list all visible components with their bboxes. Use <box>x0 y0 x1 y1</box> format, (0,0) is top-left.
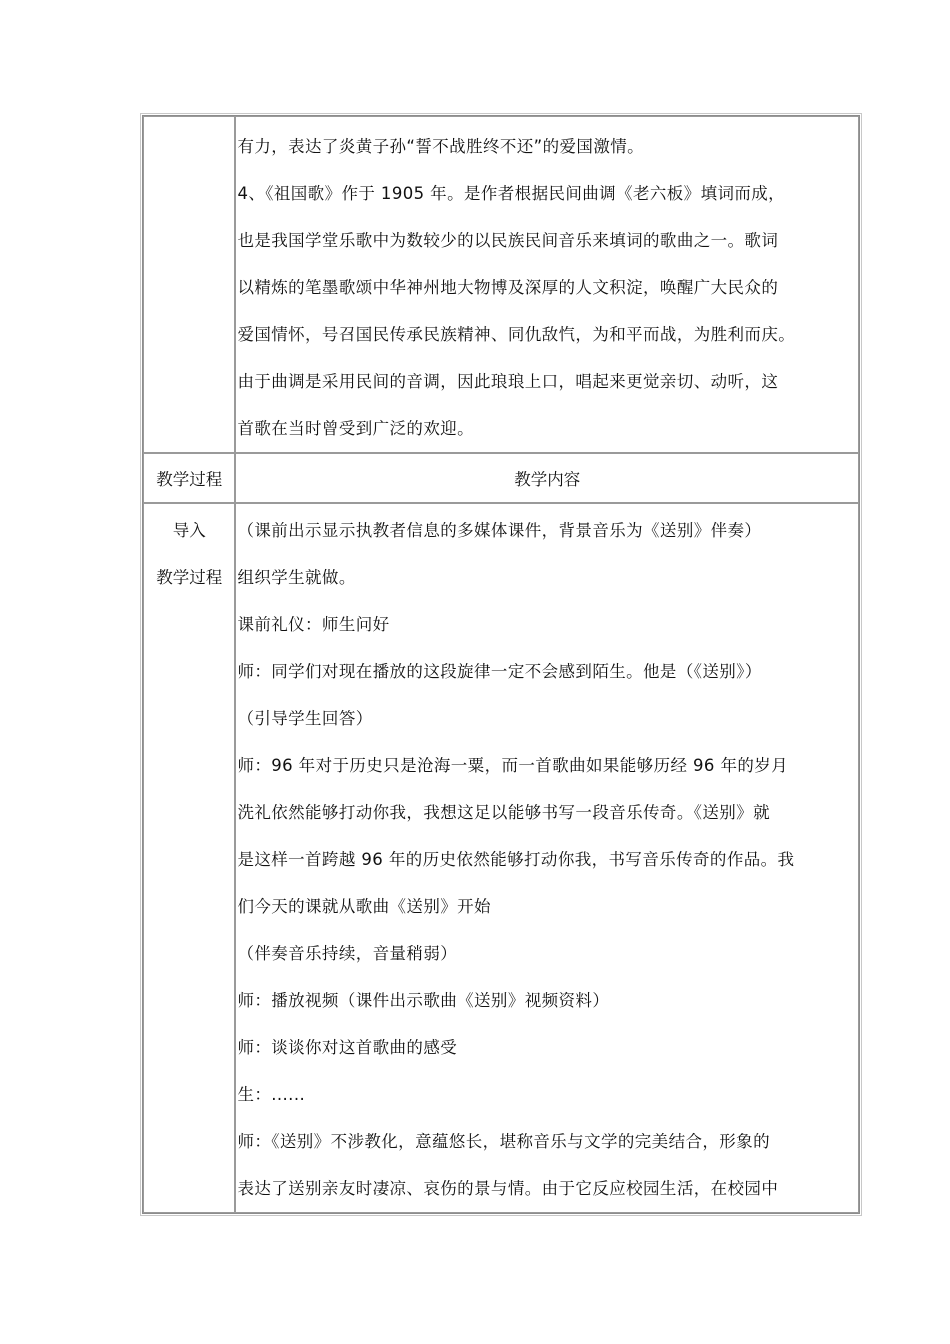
paragraph-line: 由于曲调是采用民间的音调，因此琅琅上口，唱起来更觉亲切、动听，这 <box>237 372 779 391</box>
paragraph-line: 师：播放视频（课件出示歌曲《送别》视频资料） <box>237 991 610 1010</box>
paragraph-line: 首歌在当时曾受到广泛的欢迎。 <box>237 419 475 438</box>
continuation-content-cell <box>235 116 859 453</box>
paragraph-line: 以精炼的笔墨歌颂中华神州地大物博及深厚的人文积淀，唤醒广大民众的 <box>237 278 779 297</box>
intro-label-line2: 教学过程 <box>156 568 223 587</box>
intro-label-cell <box>143 503 235 1213</box>
paragraph-line: 师：《送别》不涉教化，意蕴悠长，堪称音乐与文学的完美结合，形象的 <box>237 1132 770 1151</box>
lesson-plan-table <box>142 115 860 1214</box>
paragraph-line: 洗礼依然能够打动你我，我想这足以能够书写一段音乐传奇。《送别》就 <box>237 803 770 822</box>
paragraph-line: 组织学生就做。 <box>237 568 356 587</box>
paragraph-line: 4、《祖国歌》作于 1905 年。是作者根据民间曲调《老六板》填词而成， <box>237 184 786 203</box>
intro-row <box>143 503 859 1213</box>
intro-text <box>236 504 858 1212</box>
header-content-cell: 教学内容 <box>235 453 859 503</box>
header-row <box>143 453 859 503</box>
paragraph-line: 课前礼仪：师生问好 <box>237 615 390 634</box>
intro-label-line1: 导入 <box>172 521 206 540</box>
paragraph-line: 也是我国学堂乐歌中为数较少的以民族民间音乐来填词的歌曲之一。歌词 <box>237 231 779 250</box>
paragraph-line: 们今天的课就从歌曲《送别》开始 <box>237 897 491 916</box>
continuation-text <box>236 117 858 452</box>
paragraph-line: 表达了送别亲友时凄凉、哀伤的景与情。由于它反应校园生活，在校园中 <box>237 1179 779 1198</box>
paragraph-line: 师：96 年对于历史只是沧海一粟，而一首歌曲如果能够历经 96 年的岁月 <box>237 756 789 775</box>
paragraph-line: （课前出示显示执教者信息的多媒体课件，背景音乐为《送别》伴奏） <box>237 521 762 540</box>
continuation-left-cell <box>143 116 235 453</box>
paragraph-line: 生：...... <box>237 1085 306 1104</box>
paragraph-line: 师：同学们对现在播放的这段旋律一定不会感到陌生。他是（《送别》） <box>237 662 762 681</box>
continuation-row <box>143 116 859 453</box>
paragraph-line: 师：谈谈你对这首歌曲的感受 <box>237 1038 458 1057</box>
paragraph-line: （引导学生回答） <box>237 709 373 728</box>
paragraph-line: 爱国情怀，号召国民传承民族精神、同仇敌忾，为和平而战，为胜利而庆。 <box>237 325 796 344</box>
header-process-cell: 教学过程 <box>143 453 235 503</box>
paragraph-line: （伴奏音乐持续，音量稍弱） <box>237 944 458 963</box>
paragraph-line: 有力，表达了炎黄子孙“誓不战胜终不还”的爱国激情。 <box>237 137 645 156</box>
paragraph-line: 是这样一首跨越 96 年的历史依然能够打动你我，书写音乐传奇的作品。我 <box>237 850 795 869</box>
intro-content-cell <box>235 503 859 1213</box>
